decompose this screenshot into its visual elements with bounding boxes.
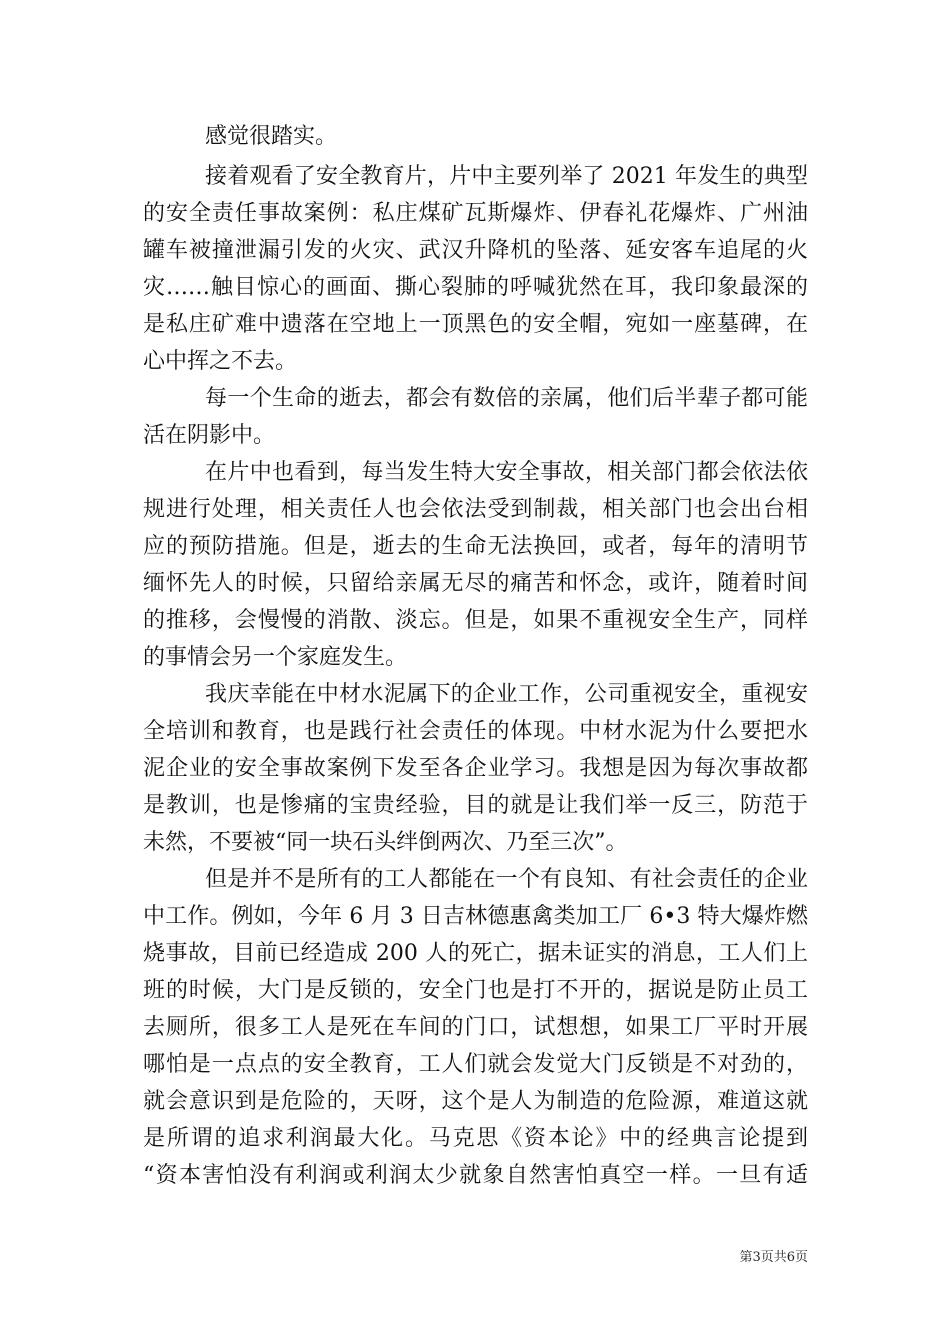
- text-line: 是所谓的追求利润最大化。马克思《资本论》中的经典言论提到: [143, 1126, 808, 1151]
- text-line: 缅怀先人的时候，只留给亲属无尽的痛苦和怀念，或许，随着时间: [143, 571, 808, 596]
- document-body: [143, 118, 808, 1194]
- text-line: “资本害怕没有利润或利润太少就象自然害怕真空一样。一旦有适: [143, 1163, 808, 1188]
- text-line: 心中挥之不去。: [143, 349, 298, 374]
- text-line: 未然，不要被“同一块石头绊倒两次、乃至三次”。: [143, 830, 628, 855]
- text-line: 在片中也看到，每当发生特大安全事故，相关部门都会依法依: [205, 460, 808, 485]
- text-line: 活在阴影中。: [143, 423, 276, 448]
- text-line: 应的预防措施。但是，逝去的生命无法换回，或者，每年的清明节: [143, 534, 808, 559]
- text-line: 的推移，会慢慢的消散、淡忘。但是，如果不重视安全生产，同样: [143, 608, 808, 633]
- text-line: 接着观看了安全教育片，片中主要列举了 2021 年发生的典型: [205, 164, 808, 189]
- text-line: 全培训和教育，也是践行社会责任的体现。中材水泥为什么要把水: [143, 719, 808, 744]
- text-line: 泥企业的安全事故案例下发至各企业学习。我想是因为每次事故都: [143, 756, 808, 781]
- text-line: 是教训，也是惨痛的宝贵经验，目的就是让我们举一反三，防范于: [143, 793, 808, 818]
- text-line: 灾……触目惊心的画面、撕心裂肺的呼喊犹然在耳，我印象最深的: [143, 275, 808, 300]
- text-line: 哪怕是一点点的安全教育，工人们就会发觉大门反锁是不对劲的，: [143, 1052, 808, 1077]
- text-line: 每一个生命的逝去，都会有数倍的亲属，他们后半辈子都可能: [205, 386, 808, 411]
- page-number: 第3页共6页: [739, 1250, 808, 1265]
- text-line: 感觉很踏实。: [205, 124, 338, 149]
- text-line: 规进行处理，相关责任人也会依法受到制裁，相关部门也会出台相: [143, 497, 808, 522]
- text-line: 中工作。例如，今年 6 月 3 日吉林德惠禽类加工厂 6•3 特大爆炸燃: [143, 904, 808, 929]
- text-line: 的事情会另一个家庭发生。: [143, 645, 408, 670]
- text-line: 去厕所，很多工人是死在车间的门口，试想想，如果工厂平时开展: [143, 1015, 808, 1040]
- text-line: 但是并不是所有的工人都能在一个有良知、有社会责任的企业: [205, 867, 808, 892]
- text-line: 的安全责任事故案例：私庄煤矿瓦斯爆炸、伊春礼花爆炸、广州油: [143, 201, 808, 226]
- text-line: 是私庄矿难中遗落在空地上一顶黑色的安全帽，宛如一座墓碑，在: [143, 312, 808, 337]
- text-line: 罐车被撞泄漏引发的火灾、武汉升降机的坠落、延安客车追尾的火: [143, 238, 808, 263]
- text-line: 烧事故，目前已经造成 200 人的死亡，据未证实的消息，工人们上: [143, 941, 808, 966]
- text-line: 我庆幸能在中材水泥属下的企业工作，公司重视安全，重视安: [205, 682, 808, 707]
- text-line: 就会意识到是危险的，天呀，这个是人为制造的危险源，难道这就: [143, 1089, 808, 1114]
- text-line: 班的时候，大门是反锁的，安全门也是打不开的，据说是防止员工: [143, 978, 808, 1003]
